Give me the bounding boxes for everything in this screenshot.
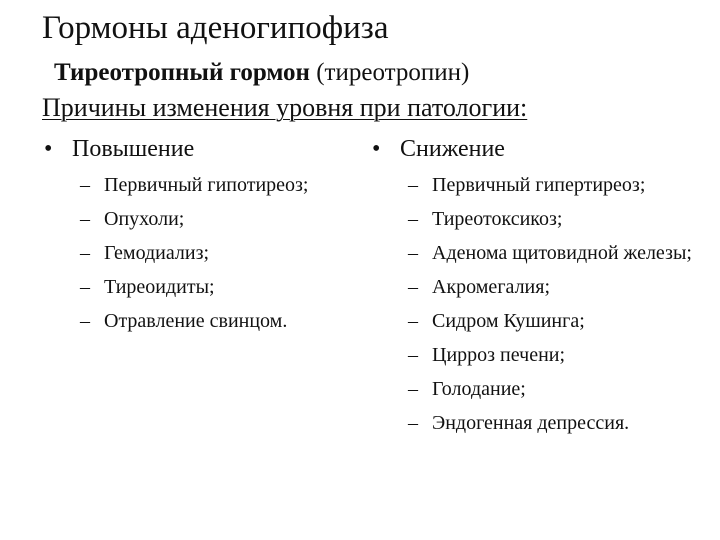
list-item — [408, 376, 708, 402]
bullet-icon: • — [372, 136, 381, 162]
dash-marker: – — [408, 174, 418, 196]
dash-marker: – — [408, 310, 418, 332]
list-item — [408, 410, 708, 436]
increase-list — [80, 172, 380, 342]
list-item-text: Первичный гипотиреоз; — [104, 174, 309, 196]
subtitle-hormone-name: Тиреотропный гормон — [54, 59, 310, 86]
bullet-icon: • — [44, 136, 53, 162]
decrease-heading-label: Снижение — [400, 136, 505, 162]
list-item-text: Эндогенная депрессия. — [432, 412, 630, 434]
list-item-text: Акромегалия; — [432, 276, 551, 298]
list-item — [80, 172, 380, 198]
list-item — [80, 274, 380, 300]
list-item-text: Тиреотоксикоз; — [432, 208, 563, 230]
list-item — [408, 308, 708, 334]
slide-title: Гормоны аденогипофиза — [42, 10, 389, 46]
dash-marker: – — [80, 276, 90, 298]
list-item-text: Цирроз печени; — [432, 344, 566, 366]
dash-marker: – — [80, 242, 90, 264]
dash-marker: – — [408, 208, 418, 230]
list-item — [408, 206, 708, 232]
list-item — [408, 172, 708, 198]
list-item-text: Первичный гипертиреоз; — [432, 174, 646, 196]
list-item-text: Сидром Кушинга; — [432, 310, 585, 332]
dash-marker: – — [408, 378, 418, 400]
list-item-text: Голодание; — [432, 378, 526, 400]
list-item — [408, 274, 708, 300]
list-item-text: Отравление свинцом. — [104, 310, 288, 332]
dash-marker: – — [80, 310, 90, 332]
list-item-text: Аденома щитовидной железы; — [432, 242, 692, 264]
list-item — [80, 206, 380, 232]
dash-marker: – — [80, 174, 90, 196]
dash-marker: – — [408, 344, 418, 366]
dash-marker: – — [80, 208, 90, 230]
list-item — [408, 240, 708, 266]
dash-marker: – — [408, 276, 418, 298]
list-item-text: Опухоли; — [104, 208, 185, 230]
list-item — [80, 240, 380, 266]
decrease-list — [408, 172, 708, 444]
decrease-heading — [372, 134, 505, 164]
list-item-text: Гемодиализ; — [104, 242, 210, 264]
slide-subtitle — [54, 56, 469, 90]
dash-marker: – — [408, 412, 418, 434]
dash-marker: – — [408, 242, 418, 264]
increase-heading-label: Повышение — [72, 136, 195, 162]
increase-heading — [44, 134, 194, 164]
subtitle-alt-name: (тиреотропин) — [309, 59, 470, 86]
list-item-text: Тиреоидиты; — [104, 276, 215, 298]
list-item — [80, 308, 380, 334]
list-item — [408, 342, 708, 368]
causes-heading: Причины изменения уровня при патологии: — [42, 93, 528, 122]
